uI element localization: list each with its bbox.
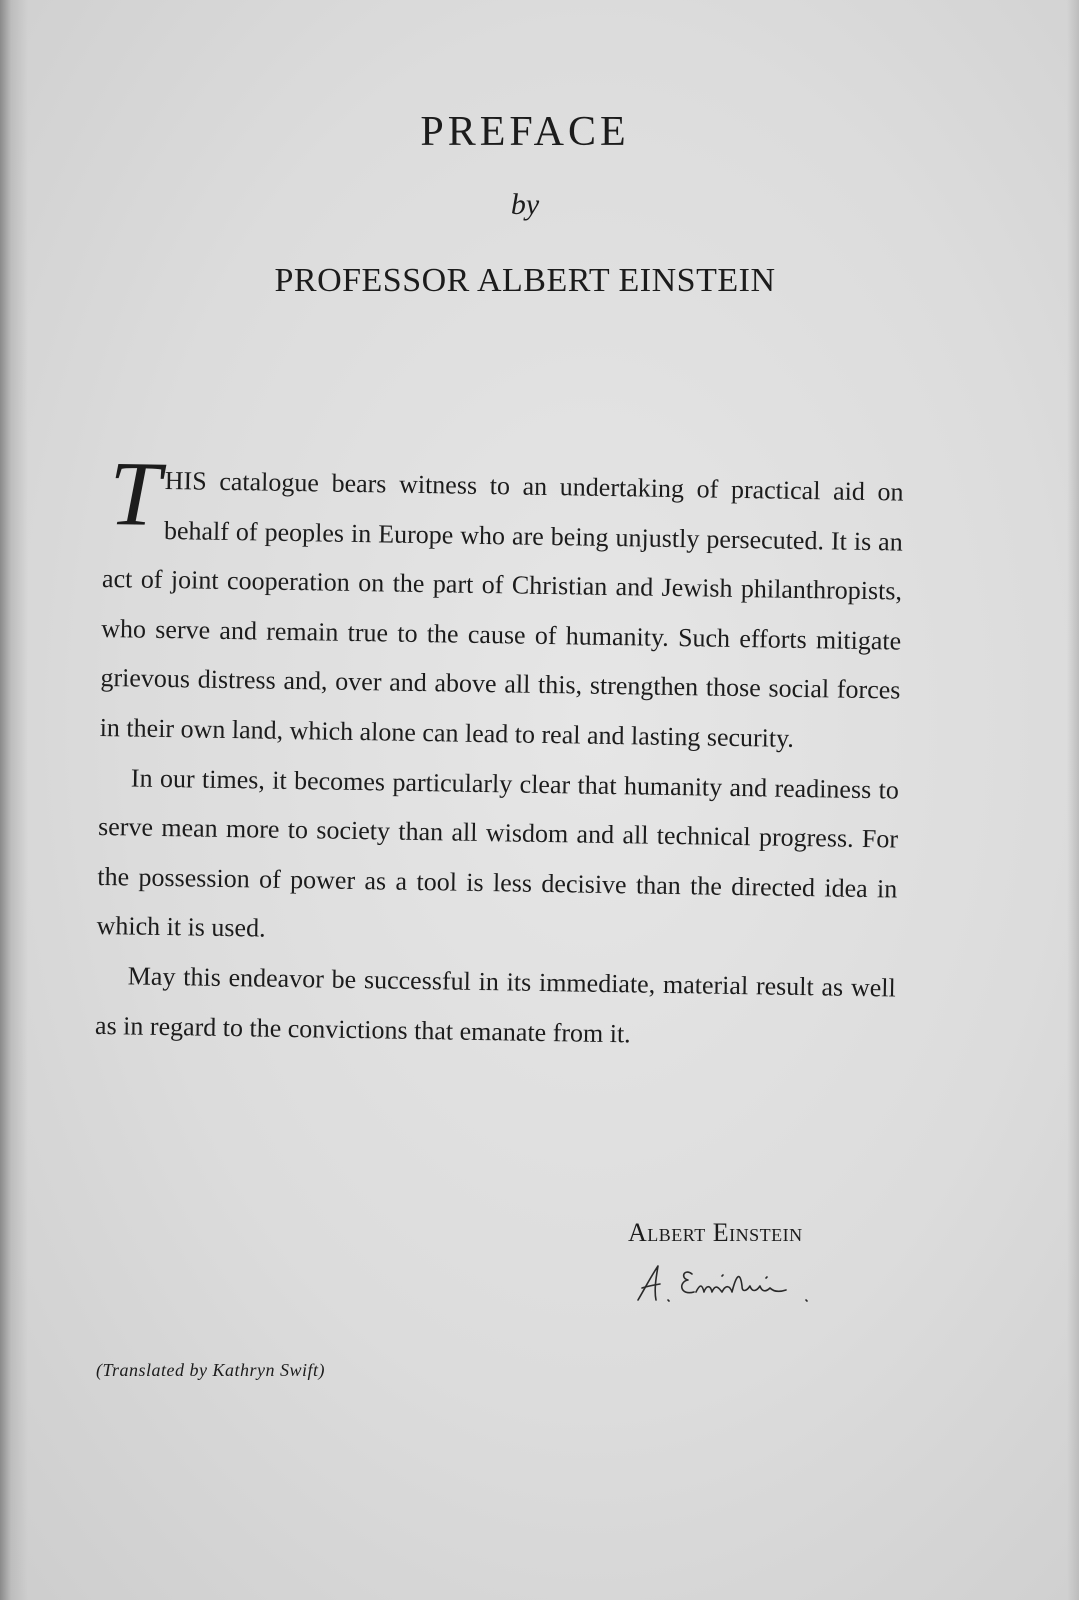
paragraph-2: In our times, it becomes particularly clear that humanity and readiness to serve mean more to society than all wisdom and all technical progress. For the possession of power as a tool is less decisive than the directed idea in which it is used. [96,763,900,943]
paragraph-1 [99,442,904,765]
paragraph-3: May this endeavor be successful in its immediate, material result as well as in regard to the convictions that emanate from it. [94,961,896,1048]
by-line: by [510,188,540,221]
author-heading: PROFESSOR ALBERT EINSTEIN [274,262,776,299]
translator-credit: (Translated by Kathryn Swift) [96,1360,326,1380]
preface-body [94,442,904,1063]
page-edge-shadow [1067,0,1079,1600]
preface-title: PREFACE [420,109,630,155]
drop-cap: T [108,442,162,545]
page-gutter-shadow [0,0,28,1600]
handwritten-signature [630,1256,870,1316]
signoff-name: Albert Einstein [628,1218,803,1247]
paragraph-1-text: HIS catalogue bears witness to an undertaking of practical aid on behalf of peoples in Europe who are being unjustly persecuted. It is an act of joint cooperation on the part of Christian and Jewish philanthropists, who serve and remain true to the cause of humanity. Such efforts mitigate grievous distress and, over and above all this, strengthen those social forces in their own land, which alone can lead to real and lasting security. [99,465,904,753]
